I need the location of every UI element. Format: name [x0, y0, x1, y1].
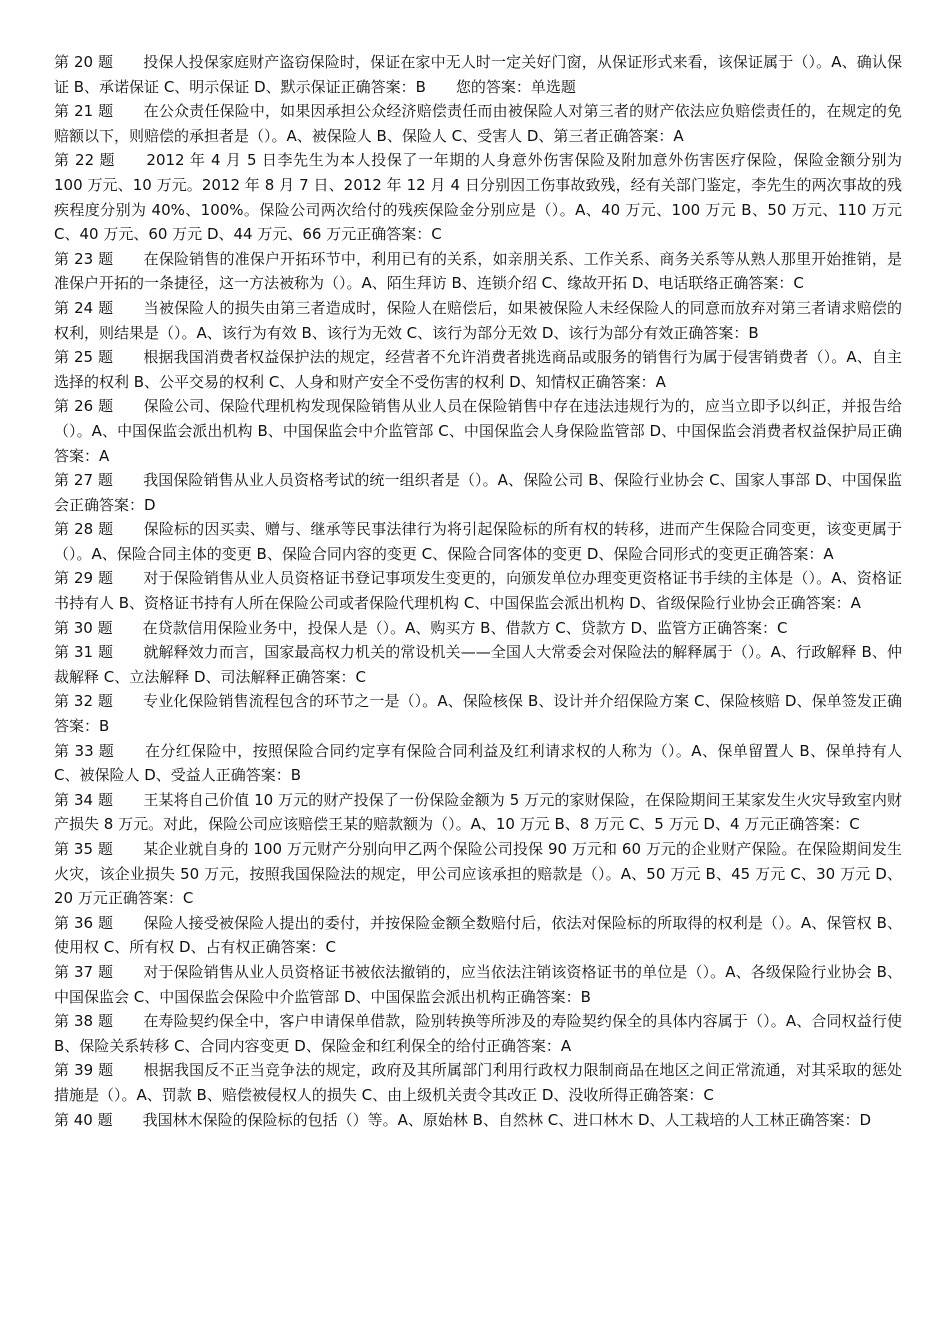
question-paragraph	[54, 1009, 902, 1058]
question-number: 第 36 题	[54, 913, 114, 932]
question-paragraph	[54, 517, 902, 566]
question-paragraph	[54, 394, 902, 468]
question-number: 第 24 题	[54, 298, 114, 317]
question-number: 第 31 题	[54, 643, 114, 662]
question-text: 在分红保险中，按照保险合同约定享有保险合同利益及红利请求权的人称为（）。A、保单留置人 B、保单持有人 C、被保险人 D、受益人正确答案：B	[54, 741, 903, 785]
question-text: 在保险销售的准保户开拓环节中，利用已有的关系，如亲朋关系、工作关系、商务关系等从熟人那里开始推销，是准保户开拓的一条捷径，这一方法被称为（）。A、陌生拜访 B、连锁介绍 C、缘故开拓 D、电话联络正确答案：C	[54, 249, 902, 293]
question-text: 投保人投保家庭财产盗窃保险时，保证在家中无人时一定关好门窗，从保证形式来看，该保证属于（）。A、确认保证 B、承诺保证 C、明示保证 D、默示保证正确答案：B 您的答案：单选题	[54, 53, 902, 96]
question-number: 第 40 题	[54, 1110, 113, 1129]
question-text: 对于保险销售从业人员资格证书登记事项发生变更的，向颁发单位办理变更资格证书手续的主体是（）。A、资格证书持有人 B、资格证书持有人所在保险公司或者保险代理机构 C、中国保监会派出机构 D、省级保险行业协会正确答案：A	[54, 569, 902, 613]
question-text: 保险人接受被保险人提出的委付，并按保险金额全数赔付后，依法对保险标的所取得的权利是（）。A、保管权 B、使用权 C、所有权 D、占有权正确答案：C	[54, 913, 902, 957]
question-text: 在贷款信用保险业务中，投保人是（）。A、购买方 B、借款方 C、贷款方 D、监管方正确答案：C	[142, 618, 788, 637]
question-text: 当被保险人的损失由第三者造成时，保险人在赔偿后，如果被保险人未经保险人的同意而放弃对第三者请求赔偿的权利，则结果是（）。A、该行为有效 B、该行为无效 C、该行为部分无效 D、该行为部分有效正确答案：B	[54, 298, 902, 342]
question-paragraph	[54, 788, 902, 837]
question-paragraph	[54, 345, 902, 394]
question-paragraph	[54, 566, 902, 615]
question-text: 2012 年 4 月 5 日李先生为本人投保了一年期的人身意外伤害保险及附加意外伤害医疗保险，保险金额分别为 100 万元、10 万元。2012 年 8 月 7 日、2012 年 12 月 4 日分别因工伤事故致残，经有关部门鉴定，李先生的两次事故的残疾程度分别为 40%、100%。保险公司两次给付的残疾保险金分别应是（）。A、40 万元、100 万元 B、50 万元、110 万元 C、40 万元、60 万元 D、44 万元、66 万元正确答案：C	[54, 151, 902, 244]
question-number: 第 39 题	[54, 1061, 114, 1080]
question-paragraph	[54, 640, 902, 689]
question-number: 第 38 题	[54, 1012, 114, 1031]
question-paragraph	[54, 99, 902, 148]
question-paragraph	[54, 468, 902, 517]
question-text: 根据我国消费者权益保护法的规定，经营者不允许消费者挑选商品或服务的销售行为属于侵害销费者（）。A、自主选择的权利 B、公平交易的权利 C、人身和财产安全不受伤害的权利 D、知情权正确答案：A	[54, 348, 902, 391]
question-paragraph	[54, 616, 902, 641]
question-text: 专业化保险销售流程包含的环节之一是（）。A、保险核保 B、设计并介绍保险方案 C、保险核赔 D、保单签发正确答案：B	[54, 692, 902, 736]
question-paragraph	[54, 1058, 902, 1107]
question-text: 根据我国反不正当竞争法的规定，政府及其所属部门利用行政权力限制商品在地区之间正常流通，对其采取的惩处措施是（）。A、罚款 B、赔偿被侵权人的损失 C、由上级机关责令其改正 D、没收所得正确答案：C	[54, 1061, 902, 1104]
question-text: 我国保险销售从业人员资格考试的统一组织者是（）。A、保险公司 B、保险行业协会 C、国家人事部 D、中国保监会正确答案：D	[54, 471, 902, 514]
question-number: 第 26 题	[54, 397, 114, 416]
question-number: 第 35 题	[54, 840, 113, 858]
question-text: 我国林木保险的保险标的包括（）等。A、原始林 B、自然林 C、进口林木 D、人工栽培的人工林正确答案：D	[142, 1110, 872, 1129]
question-text: 对于保险销售从业人员资格证书被依法撤销的，应当依法注销该资格证书的单位是（）。A、各级保险行业协会 B、中国保监会 C、中国保监会保险中介监管部 D、中国保监会派出机构正确答案：B	[54, 962, 902, 1006]
question-number: 第 27 题	[54, 471, 113, 490]
question-text: 某企业就自身的 100 万元财产分别向甲乙两个保险公司投保 90 万元和 60 万元的企业财产保险。在保险期间发生火灾，该企业损失 50 万元，按照我国保险法的规定，甲公司应该承担的赔款是（）。A、50 万元 B、45 万元 C、30 万元 D、20 万元正确答案：C	[54, 840, 903, 908]
question-number: 第 30 题	[54, 618, 113, 637]
question-text: 在公众责任保险中，如果因承担公众经济赔偿责任而由被保险人对第三者的财产依法应负赔偿责任的，在规定的免赔额以下，则赔偿的承担者是（）。A、被保险人 B、保险人 C、受害人 D、第三者正确答案：A	[54, 102, 902, 145]
question-number: 第 20 题	[54, 53, 114, 71]
question-paragraph	[54, 911, 902, 960]
question-number: 第 33 题	[54, 741, 115, 760]
question-paragraph	[54, 960, 902, 1009]
question-text: 王某将自己价值 10 万元的财产投保了一份保险金额为 5 万元的家财保险，在保险期间王某家发生火灾导致室内财产损失 8 万元。对此，保险公司应该赔偿王某的赔款额为（）。A、10 万元 B、8 万元 C、5 万元 D、4 万元正确答案：C	[54, 790, 902, 834]
question-number: 第 29 题	[54, 569, 114, 588]
question-number: 第 22 题	[54, 151, 116, 170]
question-text: 就解释效力而言，国家最高权力机关的常设机关——全国人大常委会对保险法的解释属于（）。A、行政解释 B、仲裁解释 C、立法解释 D、司法解释正确答案：C	[54, 643, 902, 686]
question-number: 第 37 题	[54, 962, 114, 981]
question-number: 第 21 题	[54, 102, 114, 121]
question-number: 第 28 题	[54, 520, 114, 539]
question-paragraph	[54, 837, 902, 911]
question-paragraph	[54, 247, 902, 296]
question-number: 第 32 题	[54, 692, 113, 711]
question-paragraph	[54, 296, 902, 345]
question-number: 第 34 题	[54, 790, 114, 809]
question-paragraph	[54, 148, 902, 246]
question-paragraph	[54, 50, 902, 99]
question-text: 保险公司、保险代理机构发现保险销售从业人员在保险销售中存在违法违规行为的，应当立即予以纠正，并报告给（）。A、中国保监会派出机构 B、中国保监会中介监管部 C、中国保监会人身保险监管部 D、中国保监会消费者权益保护局正确答案：A	[54, 397, 902, 465]
question-number: 第 25 题	[54, 348, 114, 367]
question-paragraph	[54, 1108, 902, 1133]
question-text: 在寿险契约保全中，客户申请保单借款，险别转换等所涉及的寿险契约保全的具体内容属于（）。A、合同权益行使 B、保险关系转移 C、合同内容变更 D、保险金和红利保全的给付正确答案：A	[54, 1012, 902, 1055]
question-paragraph	[54, 689, 902, 738]
question-text: 保险标的因买卖、赠与、继承等民事法律行为将引起保险标的所有权的转移，进而产生保险合同变更，该变更属于（）。A、保险合同主体的变更 B、保险合同内容的变更 C、保险合同客体的变更 D、保险合同形式的变更正确答案：A	[54, 520, 902, 563]
question-number: 第 23 题	[54, 249, 114, 268]
question-paragraph	[54, 739, 902, 788]
